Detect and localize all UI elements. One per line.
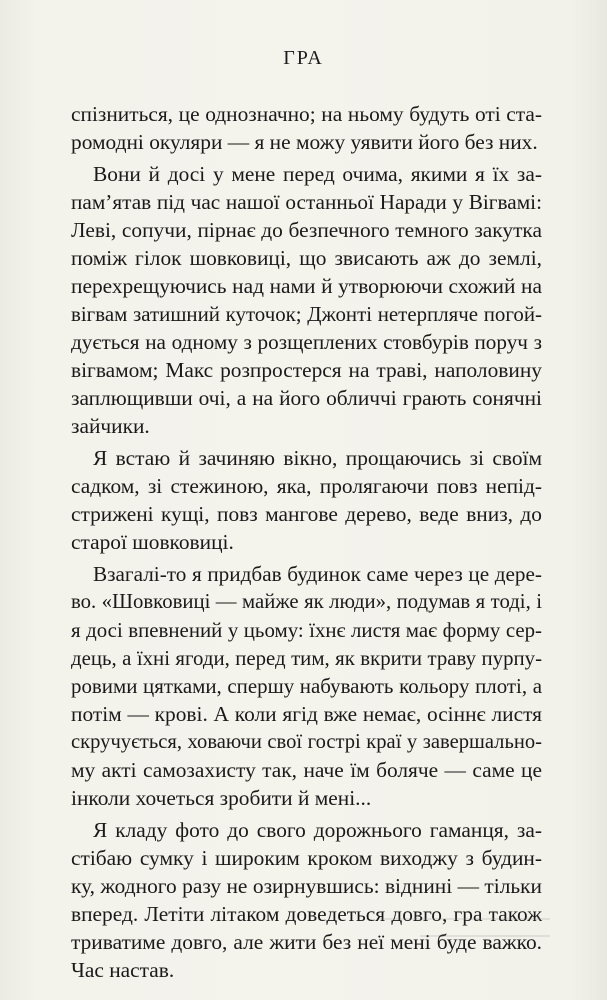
show-through-mark: [420, 935, 550, 937]
text-line: стібаю сумку і широким кроком виходжу з будин-: [71, 846, 542, 870]
paragraph: [71, 560, 542, 812]
text-line: заплющивши очі, а на його обличчі грають сонячні: [71, 386, 542, 410]
text-line: вперед. Летіти літаком доведеться довго, гра також: [71, 902, 542, 926]
text-line: во. «Шовковиці — майже як люди», подумав я тоді, і: [71, 591, 542, 613]
text-line: ровими цятками, спершу набувають кольору плоті, а: [71, 674, 542, 698]
text-line: потім — крові. А коли ягід вже немає, осіннє листя: [71, 702, 542, 726]
text-line: інколи хочеться зробити й мені...: [71, 786, 372, 810]
text-line: поміж гілок шовковиці, що звисають аж до землі,: [71, 246, 542, 270]
text-line: Вони й досі у мене перед очима, якими я їх за-: [93, 162, 542, 186]
text-line: Я встаю й зачиняю вікно, прощаючись зі своїм: [93, 446, 542, 470]
text-line: дець, а їхні ягоди, перед тим, як вкрити траву пурпу-: [71, 646, 542, 670]
text-line: пам’ятав під час нашої останньої Наради у Вігвамі:: [71, 190, 542, 214]
paragraph: [71, 100, 542, 156]
show-through-mark: [380, 918, 550, 920]
text-line: триватиме довго, але жити без неї мені буде важко.: [71, 930, 542, 954]
text-line: Я кладу фото до свого дорожнього гаманця, за-: [93, 818, 542, 842]
text-line: зайчики.: [71, 414, 150, 438]
text-line: ку, жодного разу не озирнувшись: віднині — тільки: [71, 874, 542, 898]
text-line: перехрещуючись над нами й утворюючи схожий на: [71, 274, 542, 298]
text-line: Взагалі-то я придбав будинок саме через це дере-: [93, 562, 542, 586]
paragraph: [71, 816, 542, 984]
text-line: старої шовковиці.: [71, 530, 234, 554]
text-line: садком, зі стежиною, яка, пролягаючи повз непід-: [71, 474, 542, 498]
text-line: Час настав.: [71, 958, 175, 982]
text-line: вігвам затишний куточок; Джонті нетерпляче погой-: [71, 302, 542, 326]
text-line: му акті самозахисту так, наче їм боляче — саме це: [71, 758, 542, 782]
text-line: скручується, ховаючи свої гострі краї у завершально-: [71, 731, 542, 753]
body-text: [71, 100, 542, 988]
text-line: Леві, сопучи, пірнає до безпечного темного закутка: [71, 218, 542, 242]
running-head: ГРА: [283, 47, 324, 69]
paragraph: [71, 160, 542, 440]
text-line: дується на одному з розщеплених стовбурів поруч з: [71, 330, 542, 354]
text-line: ромодні окуляри — я не можу уявити його без них.: [71, 130, 538, 154]
paragraph: [71, 444, 542, 556]
text-line: спізниться, це однозначно; на ньому будуть оті ста-: [71, 102, 542, 126]
text-line: вігвамом; Макс розпростерся на траві, наполовину: [71, 358, 542, 382]
text-line: стрижені кущі, повз мангове дерево, веде вниз, до: [71, 502, 542, 526]
text-line: я досі впевнений у цьому: їхнє листя має форму сер-: [71, 618, 542, 642]
